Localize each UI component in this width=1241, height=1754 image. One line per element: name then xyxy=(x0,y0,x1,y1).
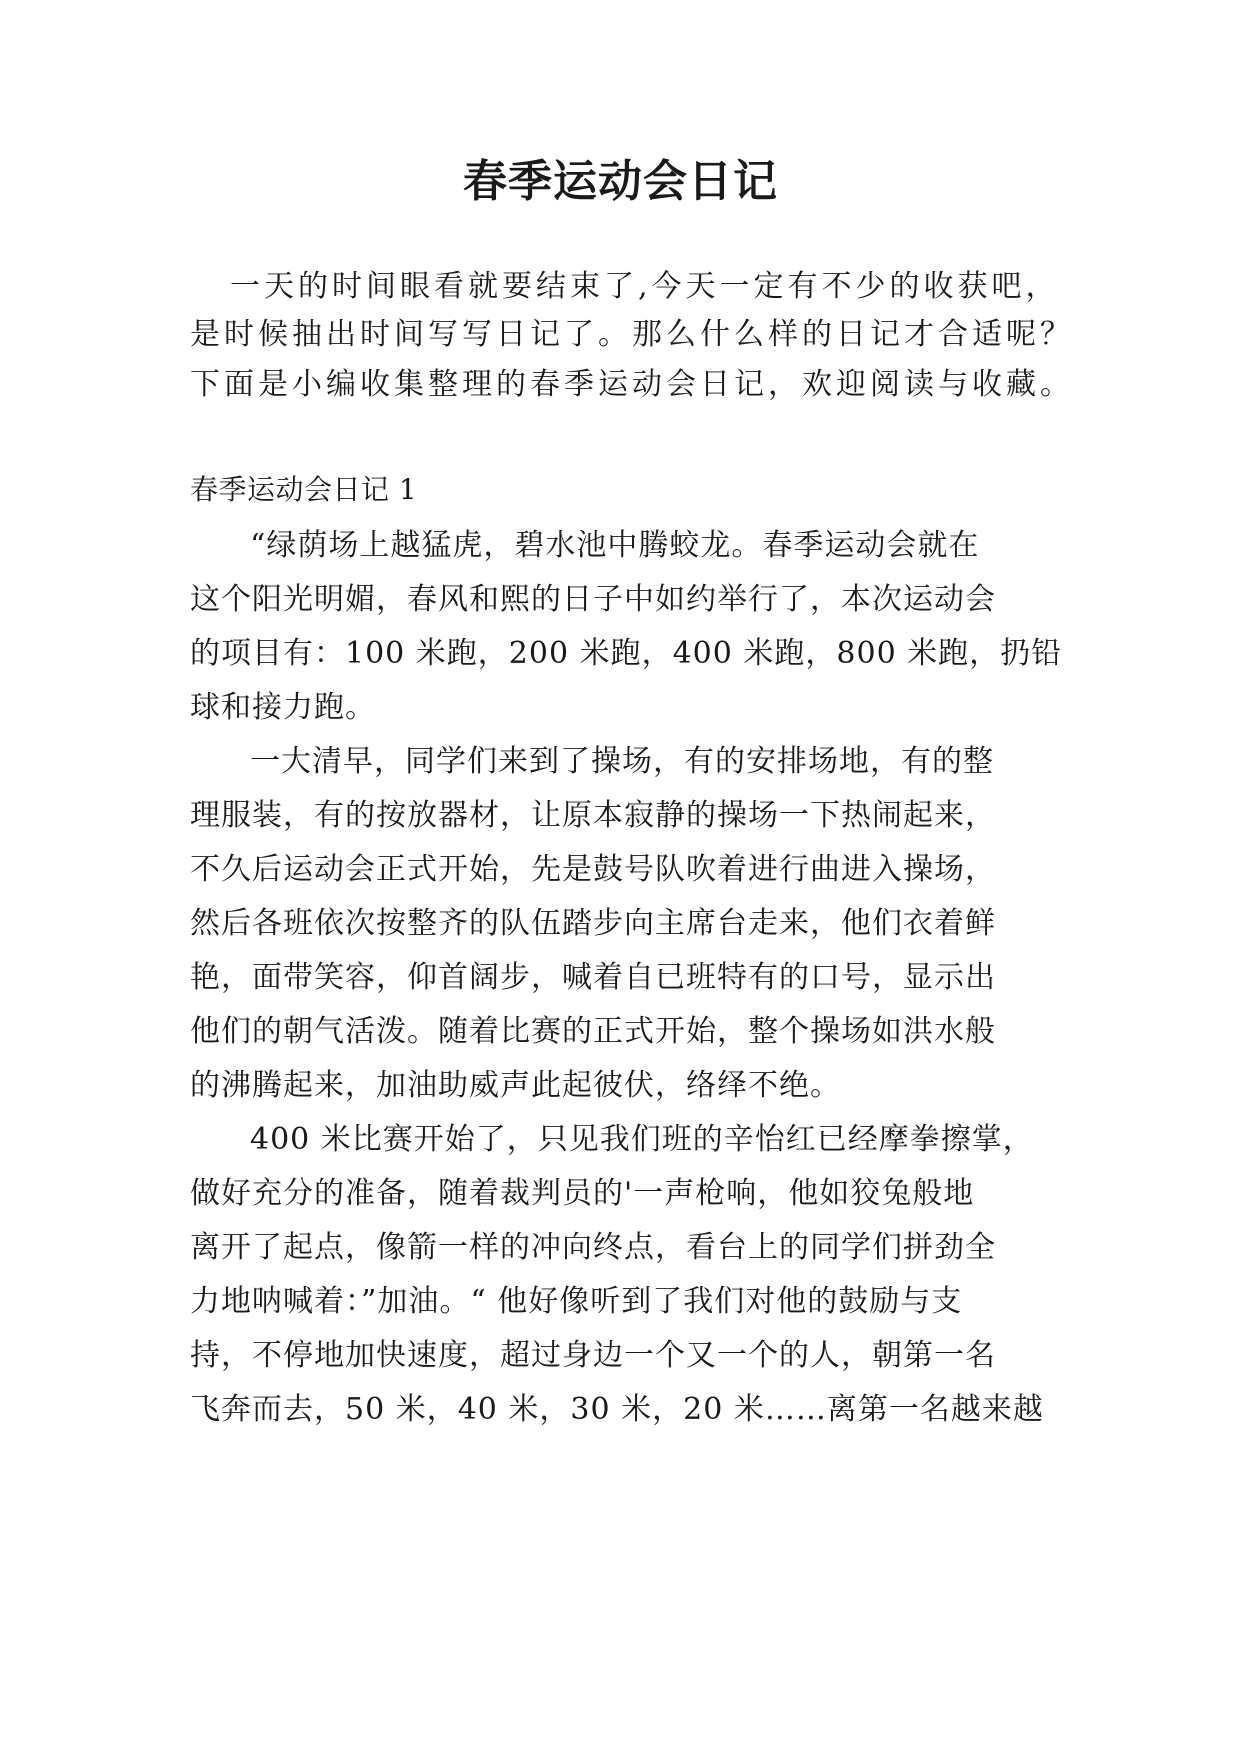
paragraph2-line-4: 然后各班依次按整齐的队伍踏步向主席台走来，他们衣着鲜 xyxy=(190,906,996,941)
intro-line-1: 一天的时间眼看就要结束了,今天一定有不少的收获吧， xyxy=(230,269,1060,304)
section-heading: 春季运动会日记 1 xyxy=(190,473,418,506)
paragraph2-line-5: 艳，面带笑容，仰首阔步，喊着自已班特有的口号，显示出 xyxy=(190,960,996,995)
paragraph3-line-4: 力地呐喊着：”加油。“ 他好像听到了我们对他的鼓励与支 xyxy=(190,1284,963,1319)
intro-line-2: 是时候抽出时间写写日记了。那么什么样的日记才合适呢？ xyxy=(190,317,1074,352)
document-title: 春季运动会日记 xyxy=(463,156,778,207)
paragraph3-line-6: 飞奔而去，50 米，40 米，30 米，20 米……离第一名越来越 xyxy=(190,1392,1044,1427)
paragraph2-line-6: 他们的朝气活泼。随着比赛的正式开始，整个操场如洪水般 xyxy=(190,1014,996,1049)
intro-line-3: 下面是小编收集整理的春季运动会日记，欢迎阅读与收藏。 xyxy=(190,367,1074,402)
paragraph1-line-2: 这个阳光明媚，春风和熙的日子中如约举行了，本次运动会 xyxy=(190,582,996,617)
paragraph1-line-1: “绿荫场上越猛虎，碧水池中腾蛟龙。春季运动会就在 xyxy=(250,528,980,563)
paragraph2-line-3: 不久后运动会正式开始，先是鼓号队吹着进行曲进入操场， xyxy=(190,852,996,887)
paragraph3-line-2: 做好充分的准备，随着裁判员的'一声枪响，他如狡兔般地 xyxy=(190,1176,975,1211)
paragraph1-line-4: 球和接力跑。 xyxy=(190,690,376,725)
paragraph3-line-5: 持，不停地加快速度，超过身边一个又一个的人，朝第一名 xyxy=(190,1338,996,1373)
paragraph2-line-2: 理服装，有的按放器材，让原本寂静的操场一下热闹起来， xyxy=(190,798,996,833)
paragraph1-line-3: 的项目有：100 米跑，200 米跑，400 米跑，800 米跑，扔铅 xyxy=(190,636,1063,671)
paragraph3-line-3: 离开了起点，像箭一样的冲向终点，看台上的同学们拼劲全 xyxy=(190,1230,996,1265)
paragraph2-line-1: 一大清早，同学们来到了操场，有的安排场地，有的整 xyxy=(250,744,994,779)
paragraph3-line-1: 400 米比赛开始了，只见我们班的辛怡红已经摩拳擦掌， xyxy=(250,1122,1034,1157)
paragraph2-line-7: 的沸腾起来，加油助威声此起彼伏，络绎不绝。 xyxy=(190,1068,841,1103)
